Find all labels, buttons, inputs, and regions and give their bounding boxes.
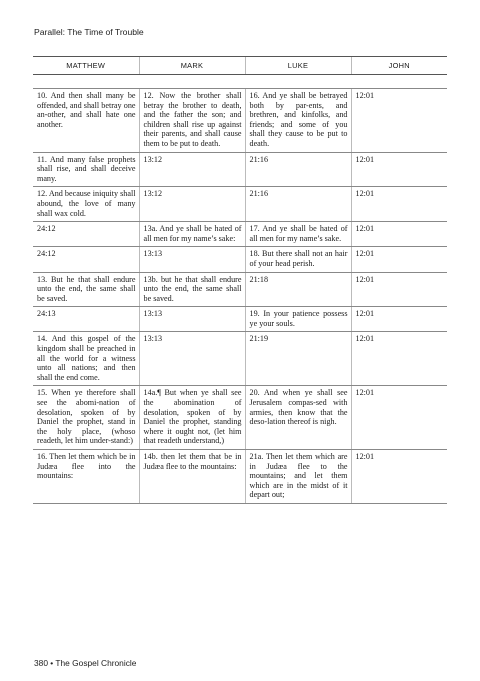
table-row [33, 307, 447, 332]
header-spacer-row [33, 75, 447, 89]
mark-cell: 13:12 [139, 187, 245, 222]
luke-cell: 21a. Then let them which are in Judæa flee to the mountains; and let them which are in the midst of it depart out; [245, 450, 351, 504]
matthew-cell: 16. Then let them which be in Judæa flee into the mountains: [33, 450, 139, 504]
table-row [33, 386, 447, 450]
table-row [33, 450, 447, 504]
matthew-cell: 15. When ye therefore shall see the abomi-nation of desolation, spoken of by Daniel the prophet, stand in the holy place, (whoso readeth, let him under-stand:) [33, 386, 139, 450]
column-header-matthew: MATTHEW [33, 57, 139, 75]
table-row [33, 89, 447, 153]
luke-cell: 21:16 [245, 187, 351, 222]
mark-cell: 13a. And ye shall be hated of all men for my name’s sake: [139, 222, 245, 247]
matthew-cell: 24:12 [33, 247, 139, 272]
matthew-cell: 24:13 [33, 307, 139, 332]
page-title: Parallel: The Time of Trouble [34, 27, 144, 37]
john-cell: 12:01 [351, 307, 447, 332]
column-header-john: JOHN [351, 57, 447, 75]
luke-cell: 21:18 [245, 272, 351, 307]
john-cell: 12:01 [351, 222, 447, 247]
luke-cell: 16. And ye shall be betrayed both by par-ents, and brethren, and kinfolks, and friends; and some of you shall they cause to be put to death. [245, 89, 351, 153]
mark-cell: 12. Now the brother shall betray the brother to death, and the father the son; and children shall rise up against their parents, and shall cause them to be put to death. [139, 89, 245, 153]
matthew-cell: 13. But he that shall endure unto the end, the same shall be saved. [33, 272, 139, 307]
mark-cell: 13:13 [139, 307, 245, 332]
matthew-cell: 14. And this gospel of the kingdom shall be preached in all the world for a witness unto all nations; and then shall the end come. [33, 332, 139, 386]
table-row [33, 332, 447, 386]
john-cell: 12:01 [351, 450, 447, 504]
luke-cell: 18. But there shall not an hair of your head perish. [245, 247, 351, 272]
luke-cell: 21:16 [245, 152, 351, 187]
matthew-cell: 12. And because iniquity shall abound, the love of many shall wax cold. [33, 187, 139, 222]
mark-cell: 14a.¶ But when ye shall see the abomination of desolation, spoken of by Daniel the prophet, standing where it ought not, (let him that readeth understand,) [139, 386, 245, 450]
john-cell: 12:01 [351, 332, 447, 386]
table-row [33, 187, 447, 222]
column-header-luke: LUKE [245, 57, 351, 75]
john-cell: 12:01 [351, 247, 447, 272]
matthew-cell: 10. And then shall many be offended, and shall betray one an-other, and shall hate one another. [33, 89, 139, 153]
table-body [33, 75, 447, 504]
luke-cell: 19. In your patience possess ye your souls. [245, 307, 351, 332]
mark-cell: 14b. then let them that be in Judæa flee to the mountains: [139, 450, 245, 504]
mark-cell: 13:13 [139, 332, 245, 386]
matthew-cell: 11. And many false prophets shall rise, and shall deceive many. [33, 152, 139, 187]
table-header [33, 57, 447, 75]
table-row [33, 152, 447, 187]
luke-cell: 20. And when ye shall see Jerusalem compas-sed with armies, then know that the deso-lation thereof is nigh. [245, 386, 351, 450]
luke-cell: 21:19 [245, 332, 351, 386]
john-cell: 12:01 [351, 187, 447, 222]
parallel-table [33, 56, 447, 504]
page-footer: 380 • The Gospel Chronicle [34, 658, 137, 668]
mark-cell: 13:13 [139, 247, 245, 272]
john-cell: 12:01 [351, 89, 447, 153]
mark-cell: 13:12 [139, 152, 245, 187]
table-row [33, 247, 447, 272]
table-row [33, 222, 447, 247]
luke-cell: 17. And ye shall be hated of all men for my name’s sake. [245, 222, 351, 247]
john-cell: 12:01 [351, 272, 447, 307]
john-cell: 12:01 [351, 386, 447, 450]
column-header-mark: MARK [139, 57, 245, 75]
table-row [33, 272, 447, 307]
john-cell: 12:01 [351, 152, 447, 187]
mark-cell: 13b. but he that shall endure unto the end, the same shall be saved. [139, 272, 245, 307]
matthew-cell: 24:12 [33, 222, 139, 247]
